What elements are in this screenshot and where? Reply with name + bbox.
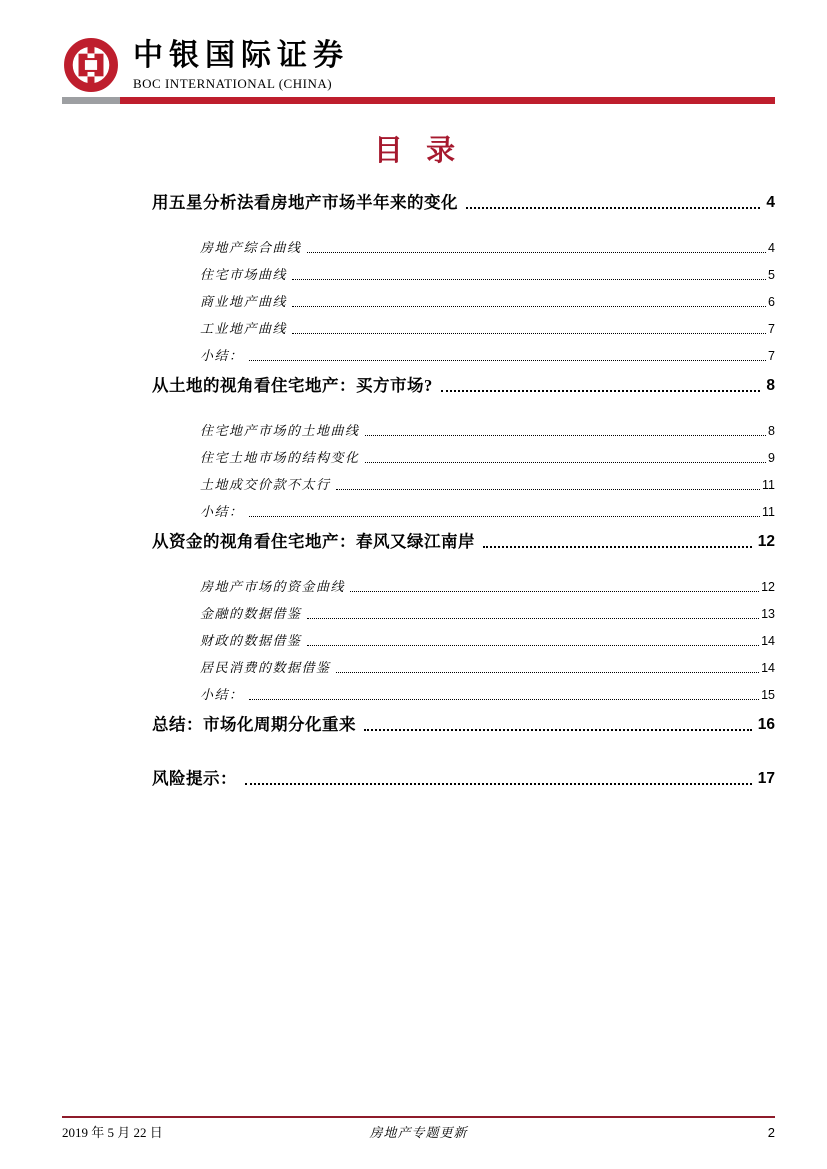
toc-section-heading-label: 从资金的视角看住宅地产：春风又绿江南岸 [152,532,475,551]
toc-item-label: 商业地产曲线 [200,294,288,309]
dot-leader [292,306,766,307]
company-name-cn: 中银国际证券 [133,39,349,72]
toc-section [152,714,775,736]
toc-item-page-number: 7 [768,322,775,336]
page-footer [62,1116,775,1141]
boc-coin-logo-icon [62,36,120,94]
dot-leader [336,489,761,490]
toc-item-page-number: 6 [768,295,775,309]
toc-section-heading[interactable] [152,531,775,553]
toc-item-label: 住宅市场曲线 [200,267,288,282]
dot-leader [307,618,760,619]
dot-leader [441,390,761,392]
toc-item[interactable] [152,494,775,521]
toc-section-heading-page-number: 17 [757,770,775,787]
toc-section-heading-page-number: 16 [757,716,775,733]
toc-item[interactable] [152,257,775,284]
toc-section [152,768,775,790]
toc-item-label: 小结： [200,504,244,519]
toc-item[interactable] [152,569,775,596]
toc-item-page-number: 8 [768,424,775,438]
toc-item-page-number: 11 [762,478,775,492]
toc-item-page-number: 5 [768,268,775,282]
toc-item-label: 住宅地产市场的土地曲线 [200,423,360,438]
toc-section-heading-page-number: 4 [766,194,775,211]
toc-item-label: 金融的数据借鉴 [200,606,302,621]
toc-item-page-number: 15 [761,688,775,702]
toc-item[interactable] [152,413,775,440]
dot-leader [336,672,760,673]
toc-section-heading-label: 风险提示： [152,769,237,788]
toc-item-label: 小结： [200,348,244,363]
dot-leader [483,546,752,548]
footer-divider [62,1116,775,1118]
dot-leader [365,435,767,436]
toc-item-label: 房地产市场的资金曲线 [200,579,346,594]
toc-item-label: 土地成交价款不太行 [200,477,331,492]
footer-report-title: 房地产专题更新 [369,1125,468,1140]
toc-item-page-number: 14 [761,661,775,675]
toc-item[interactable] [152,230,775,257]
toc-item-label: 住宅土地市场的结构变化 [200,450,360,465]
toc-section [152,192,775,365]
toc-item[interactable] [152,623,775,650]
toc-item[interactable] [152,467,775,494]
toc-section-heading-page-number: 12 [757,533,775,550]
toc-item-page-number: 7 [768,349,775,363]
toc-item-page-number: 12 [761,580,775,594]
dot-leader [307,645,760,646]
dot-leader [245,783,752,785]
toc-item-label: 居民消费的数据借鉴 [200,660,331,675]
header-divider-gray-segment [62,97,120,104]
table-of-contents [152,192,775,806]
toc-section [152,375,775,521]
footer-page-number: 2 [767,1125,776,1140]
dot-leader [466,207,760,209]
toc-section-heading-label: 总结：市场化周期分化重来 [152,715,356,734]
toc-item[interactable] [152,284,775,311]
toc-item-page-number: 9 [768,451,775,465]
toc-section-heading[interactable] [152,714,775,736]
toc-item-page-number: 11 [762,505,775,519]
toc-item[interactable] [152,338,775,365]
brand-block [62,36,775,94]
dot-leader [364,729,752,731]
header-divider [62,97,775,104]
toc-section-heading-page-number: 8 [766,377,775,394]
toc-item-label: 小结： [200,687,244,702]
toc-section-heading-label: 从土地的视角看住宅地产：买方市场? [152,376,433,395]
toc-section-heading[interactable] [152,192,775,214]
dot-leader [292,279,766,280]
toc-item-label: 财政的数据借鉴 [200,633,302,648]
company-name-en: BOC INTERNATIONAL (CHINA) [133,76,333,91]
toc-item[interactable] [152,440,775,467]
toc-section [152,531,775,704]
header-divider-red-segment [120,97,775,104]
dot-leader [249,699,760,700]
toc-item-page-number: 13 [761,607,775,621]
toc-item-page-number: 14 [761,634,775,648]
dot-leader [249,516,761,517]
dot-leader [292,333,766,334]
toc-item-label: 房地产综合曲线 [200,240,302,255]
company-name-block [133,36,349,92]
dot-leader [365,462,767,463]
toc-item[interactable] [152,677,775,704]
report-header [62,36,775,104]
toc-item[interactable] [152,650,775,677]
toc-section-heading[interactable] [152,768,775,790]
footer-report-date: 2019 年 5 月 22 日 [62,1125,163,1140]
toc-section-heading[interactable] [152,375,775,397]
toc-item[interactable] [152,596,775,623]
dot-leader [249,360,767,361]
toc-item-page-number: 4 [768,241,775,255]
dot-leader [350,591,759,592]
toc-item-label: 工业地产曲线 [200,321,288,336]
toc-page-title: 目 录 [373,135,464,167]
toc-item[interactable] [152,311,775,338]
dot-leader [307,252,767,253]
toc-section-heading-label: 用五星分析法看房地产市场半年来的变化 [152,193,458,212]
